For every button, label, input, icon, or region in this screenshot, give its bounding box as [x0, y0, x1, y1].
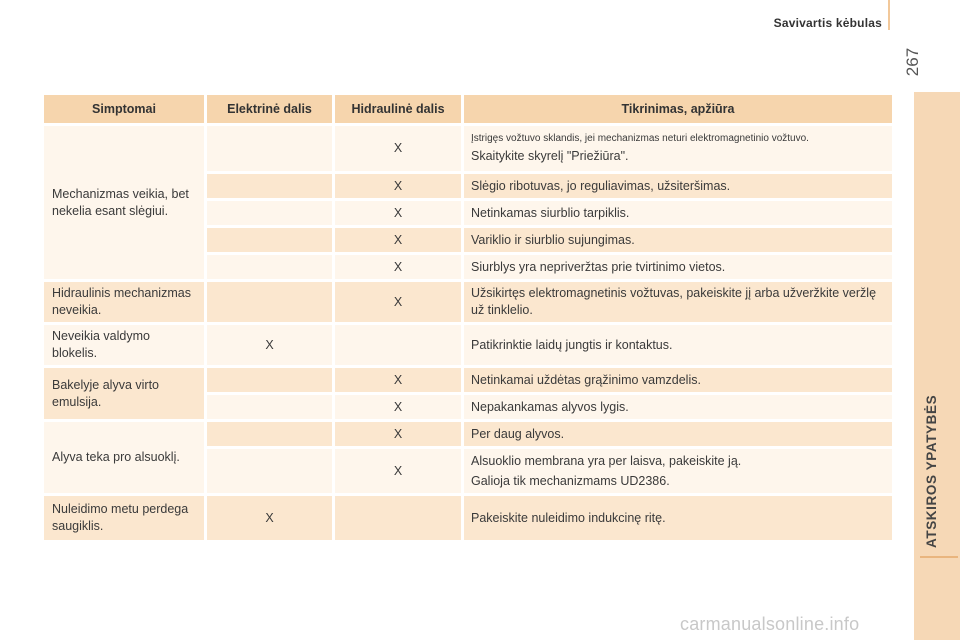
electric-cell: [207, 126, 332, 171]
hydraulic-cell: X: [335, 449, 461, 493]
check-text: Per daug alyvos.: [471, 426, 565, 441]
electric-cell: [207, 282, 332, 322]
table-row: [207, 422, 892, 446]
table-row: [207, 449, 892, 493]
check-cell: [464, 449, 892, 493]
symptom-text: Nuleidimo metu perdega saugiklis.: [52, 502, 189, 533]
check-note: Įstrigęs vožtuvo sklandis, jei mechanizmas neturi elektromagnetinio vožtuvo.: [471, 133, 809, 144]
hydraulic-cell: X: [335, 255, 461, 279]
table-row: [207, 496, 892, 540]
symptom-text: Alyva teka pro alsuoklį.: [52, 450, 180, 464]
table-header-row: [44, 95, 892, 123]
hydraulic-cell: X: [335, 201, 461, 225]
symptom-rows: [207, 282, 892, 322]
electric-cell: [207, 368, 332, 392]
symptom-cell: [44, 126, 204, 279]
electric-cell: [207, 174, 332, 198]
symptom-text: Hidraulinis mechanizmas neveikia.: [52, 286, 191, 317]
symptom-cell: [44, 325, 204, 365]
electric-cell: [207, 395, 332, 419]
check-text: Variklio ir siurblio sujungimas.: [471, 232, 635, 247]
check-cell: [464, 201, 892, 225]
page-number: 267: [903, 47, 922, 77]
side-tab-label: ATSKIROS YPATYBĖS: [924, 394, 939, 548]
check-text: Netinkamai uždėtas grąžinimo vamzdelis.: [471, 372, 701, 387]
symptom-rows: [207, 325, 892, 365]
header-electric: Elektrinė dalis: [207, 95, 332, 123]
symptom-rows: [207, 368, 892, 419]
electric-cell: [207, 201, 332, 225]
hydraulic-cell: X: [335, 422, 461, 446]
check-text: Netinkamas siurblio tarpiklis.: [471, 205, 630, 220]
electric-cell: X: [207, 325, 332, 365]
symptom-rows: [207, 422, 892, 493]
symptom-text: Bakelyje alyva virto emulsija.: [52, 377, 159, 409]
check-text: Skaitykite skyrelį "Priežiūra".: [471, 149, 629, 163]
table-row: [207, 126, 892, 171]
table-row: [207, 174, 892, 198]
electric-cell: X: [207, 496, 332, 540]
side-tab-rule: [920, 556, 958, 558]
symptom-text: Neveikia valdymo blokelis.: [52, 329, 150, 360]
symptom-group: [44, 325, 892, 365]
page-header-title: Savivartis kėbulas: [773, 16, 882, 30]
check-cell: [464, 496, 892, 540]
check-cell: [464, 325, 892, 365]
symptom-group: [44, 282, 892, 322]
check-cell: [464, 255, 892, 279]
symptom-cell: [44, 422, 204, 493]
header-rule: [888, 0, 890, 30]
check-text: Slėgio ribotuvas, jo reguliavimas, užsiteršimas.: [471, 178, 731, 193]
check-cell: [464, 282, 892, 322]
check-cell: [464, 395, 892, 419]
electric-cell: [207, 255, 332, 279]
table-row: [207, 282, 892, 322]
table-row: [207, 255, 892, 279]
symptom-cell: [44, 496, 204, 540]
header-hydraulic: Hidraulinė dalis: [335, 95, 461, 123]
symptom-rows: [207, 126, 892, 279]
symptom-rows: [207, 496, 892, 540]
check-cell: [464, 174, 892, 198]
hydraulic-cell: X: [335, 282, 461, 322]
hydraulic-cell: X: [335, 174, 461, 198]
symptom-group: [44, 496, 892, 540]
check-text: Siurblys yra nepriveržtas prie tvirtinimo vietos.: [471, 259, 726, 274]
hydraulic-cell: X: [335, 228, 461, 252]
symptom-group: [44, 368, 892, 419]
symptom-text: Mechanizmas veikia, bet nekelia esant slėgiui.: [52, 186, 189, 218]
header-check: Tikrinimas, apžiūra: [464, 95, 892, 123]
check-text: Patikrinktie laidų jungtis ir kontaktus.: [471, 337, 673, 352]
header-symptoms: Simptomai: [44, 95, 204, 123]
hydraulic-cell: X: [335, 395, 461, 419]
check-text: Pakeiskite nuleidimo indukcinę ritę.: [471, 510, 666, 525]
symptom-cell: [44, 368, 204, 419]
table-row: [207, 395, 892, 419]
check-text: Užsikirtęs elektromagnetinis vožtuvas, pakeiskite jį arba užveržkite veržlę už tinklelio.: [471, 286, 877, 317]
electric-cell: [207, 449, 332, 493]
hydraulic-cell: X: [335, 126, 461, 171]
hydraulic-cell: [335, 325, 461, 365]
symptom-group: [44, 126, 892, 279]
table-row: [207, 228, 892, 252]
symptom-cell: [44, 282, 204, 322]
symptom-group: [44, 422, 892, 493]
table-row: [207, 368, 892, 392]
check-text: Nepakankamas alyvos lygis.: [471, 399, 629, 414]
check-cell: [464, 368, 892, 392]
watermark: carmanualsonline.info: [680, 614, 860, 634]
troubleshooting-table: [44, 95, 892, 540]
hydraulic-cell: X: [335, 368, 461, 392]
table-row: [207, 325, 892, 365]
check-cell: [464, 126, 892, 171]
table-row: [207, 201, 892, 225]
check-cell: [464, 228, 892, 252]
electric-cell: [207, 228, 332, 252]
check-text: Alsuoklio membrana yra per laisva, pakeiskite ją.: [471, 453, 742, 468]
check-extra-text: Galioja tik mechanizmams UD2386.: [471, 473, 670, 488]
electric-cell: [207, 422, 332, 446]
hydraulic-cell: [335, 496, 461, 540]
check-cell: [464, 422, 892, 446]
